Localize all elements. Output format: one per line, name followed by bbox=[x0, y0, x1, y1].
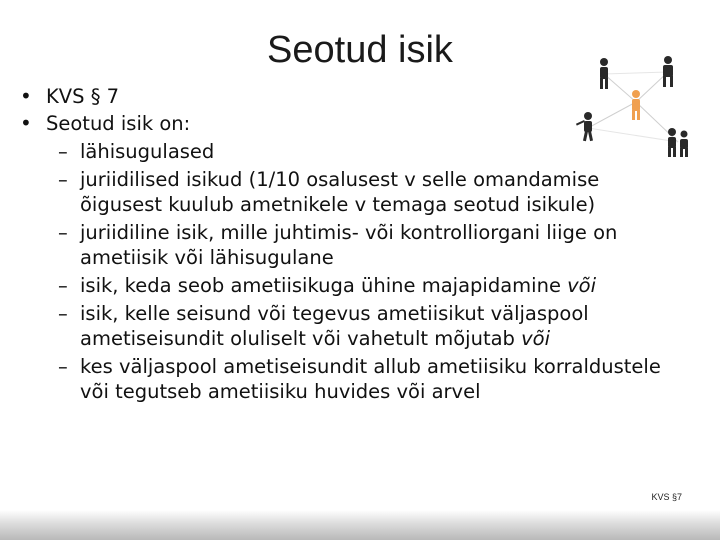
sub-list-item bbox=[20, 354, 680, 404]
sub-item-text: isik, kelle seisund või tegevus ametiisikut väljaspool ametiseisundit oluliselt või vahetult mõjutab bbox=[80, 302, 589, 350]
sub-list-item bbox=[20, 301, 680, 351]
sub-item-text: juriidilised isikud (1/10 osalusest v selle omandamise õigusest kuulub ametnikele v temaga seotud isikule) bbox=[80, 168, 600, 216]
sub-list-item bbox=[20, 139, 680, 164]
sub-item-text: isik, keda seob ametiisikuga ühine majapidamine bbox=[80, 274, 568, 297]
footer-reference: KVS §7 bbox=[651, 492, 682, 502]
bullet-item bbox=[20, 84, 680, 109]
bullet-text: KVS § 7 bbox=[46, 85, 120, 108]
slide-title: Seotud isik bbox=[267, 29, 453, 71]
sub-item-text: lähisugulased bbox=[80, 140, 215, 163]
sub-item-italic: või bbox=[521, 327, 551, 350]
sub-list-item bbox=[20, 273, 680, 298]
sub-item-text: juriidiline isik, mille juhtimis- või kontrolliorgani liige on ametiisik või lähisugulane bbox=[80, 221, 618, 269]
sub-item-italic: või bbox=[567, 274, 597, 297]
sub-list-item bbox=[20, 167, 680, 217]
sub-list-item bbox=[20, 220, 680, 270]
sub-list bbox=[20, 139, 680, 404]
bullet-text: Seotud isik on: bbox=[46, 112, 191, 135]
sub-item-text: kes väljaspool ametiseisundit allub ametiisiku korraldustele või tegutseb ametiisiku huvides või arvel bbox=[80, 355, 661, 403]
bottom-bar bbox=[0, 510, 720, 540]
bullet-item bbox=[20, 111, 680, 136]
slide-content bbox=[20, 82, 680, 404]
